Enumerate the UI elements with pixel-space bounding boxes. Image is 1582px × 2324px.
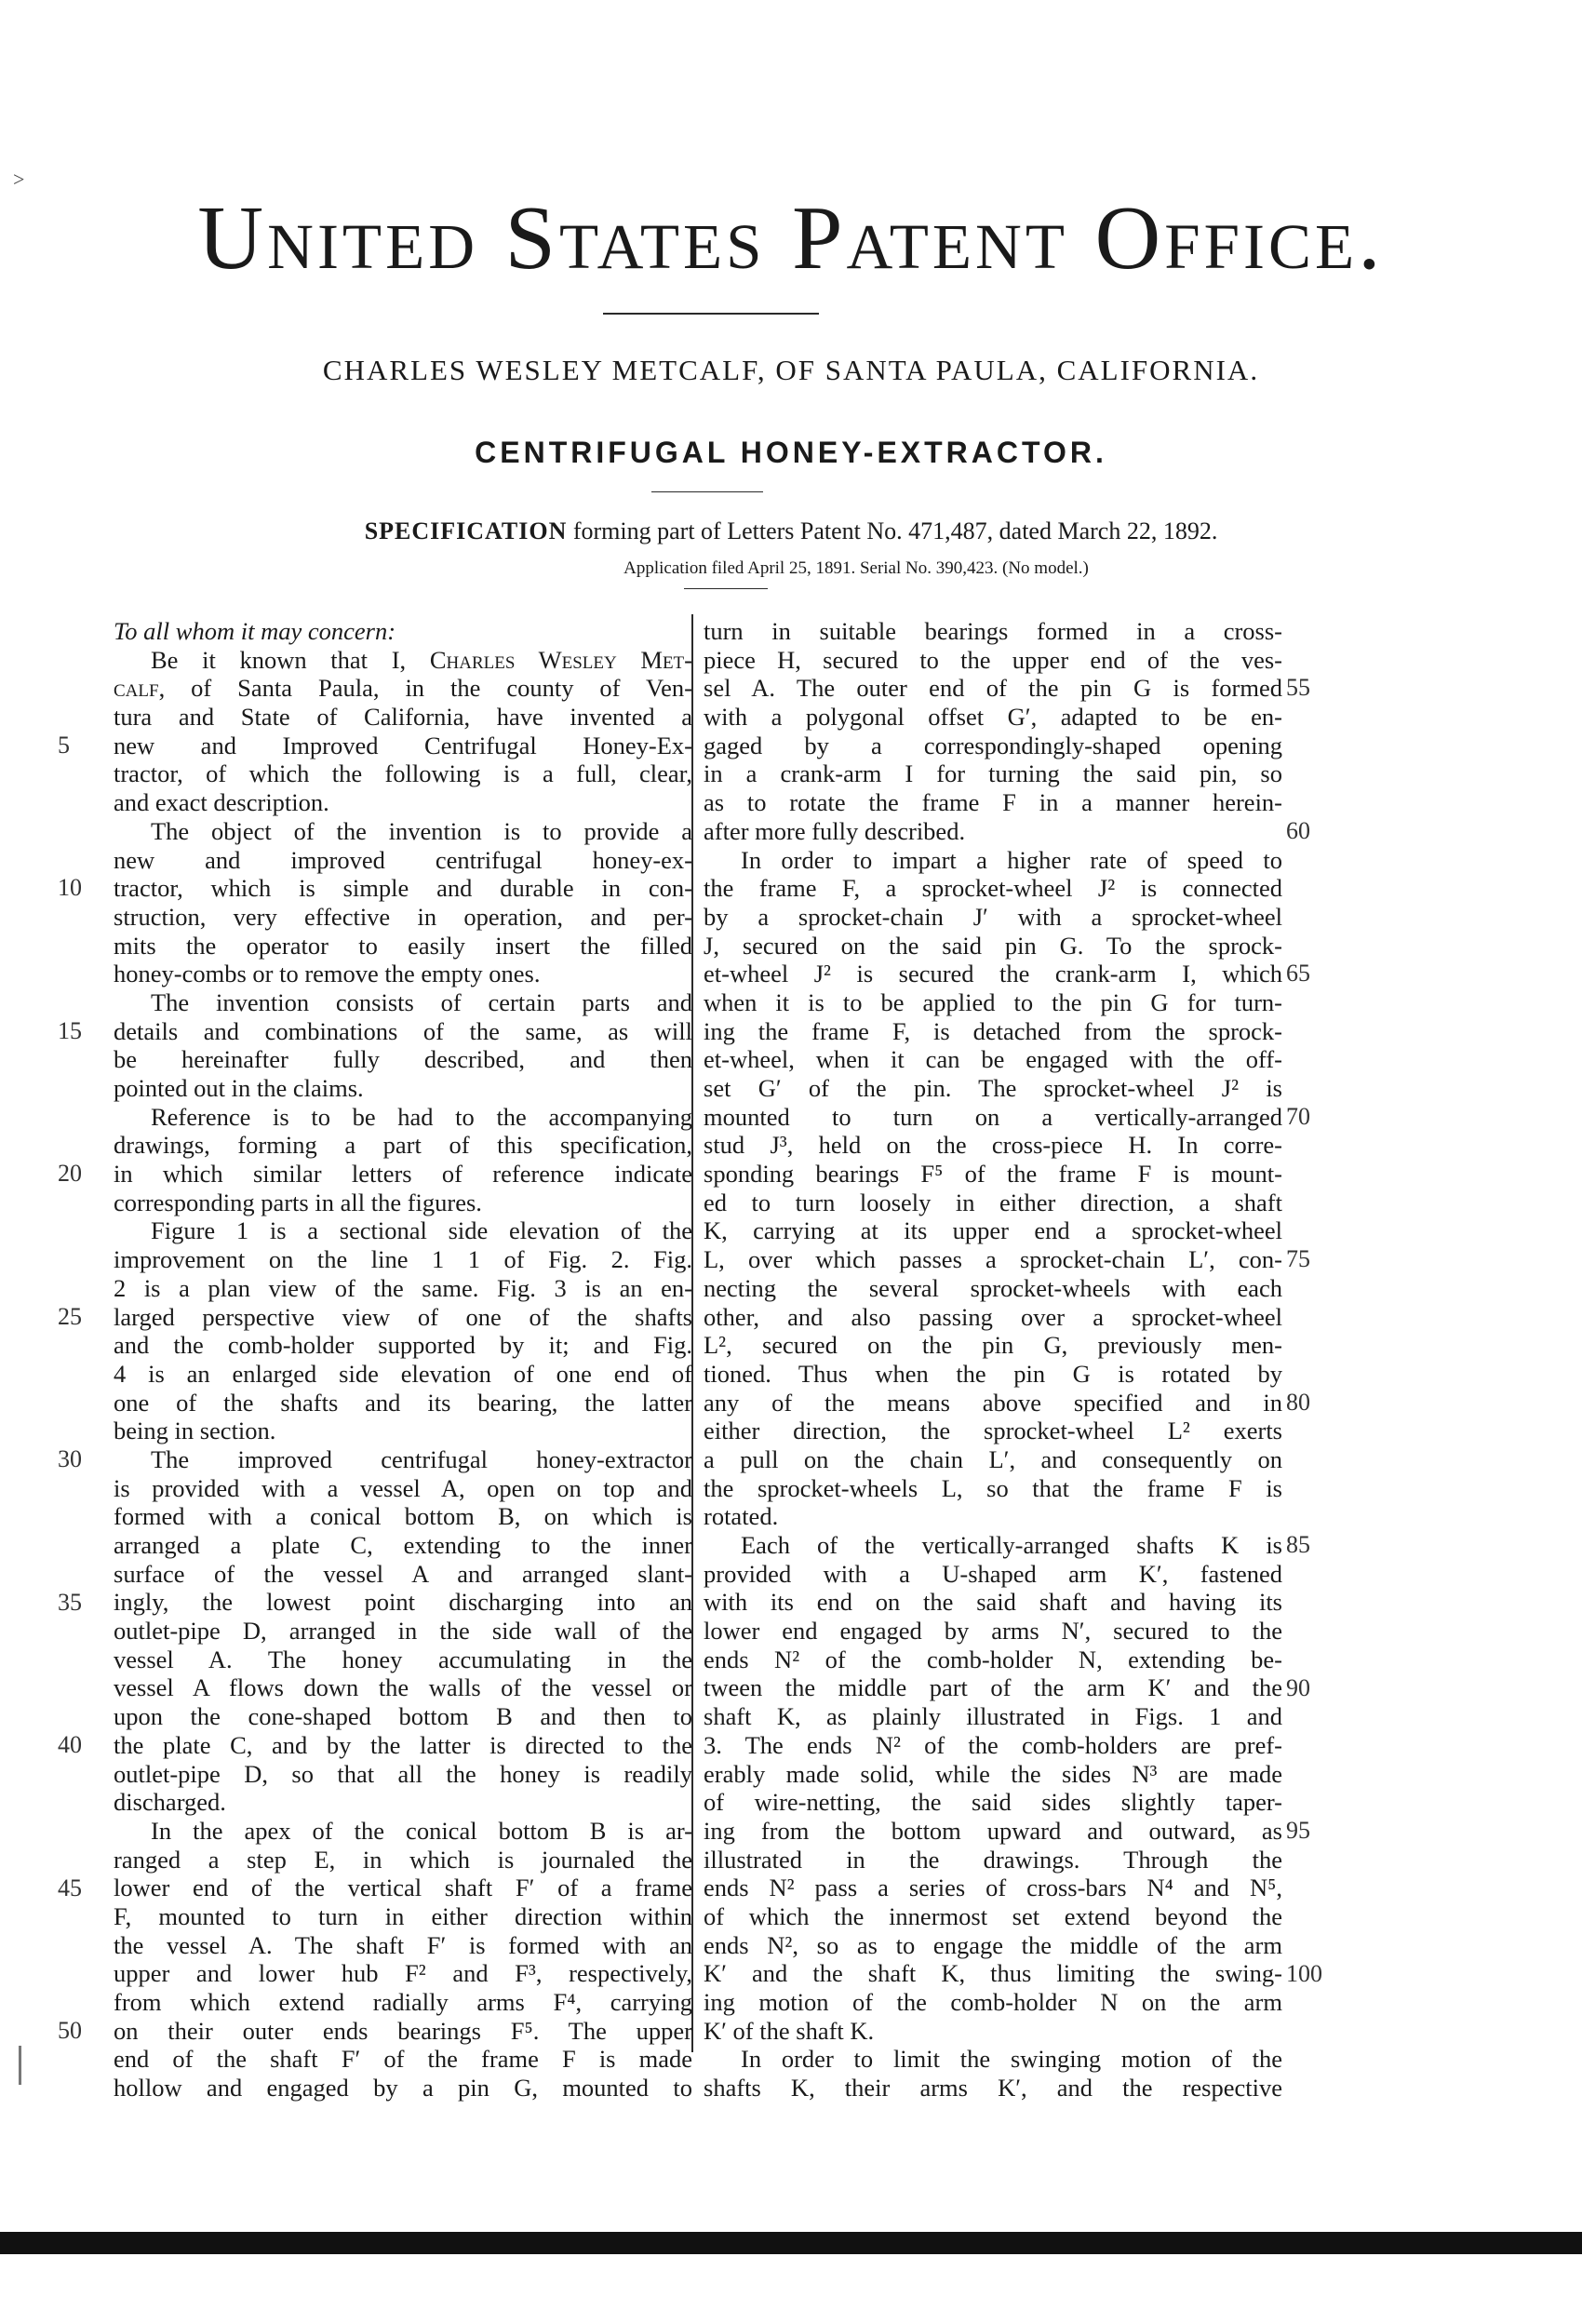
line-number: 5: [58, 731, 70, 759]
text-line: Each of the vertically-arranged shafts K is: [741, 1531, 1282, 1559]
text-line: as to rotate the frame F in a manner herein-: [704, 788, 1282, 817]
text-line: et-wheel, when it can be engaged with the off-: [704, 1045, 1282, 1074]
text-line: the vessel A. The shaft F′ is formed with an: [114, 1930, 692, 1959]
text-line: 2 is a plan view of the same. Fig. 3 is an en-: [114, 1273, 692, 1302]
text-line: calf, of Santa Paula, in the county of Ven-: [114, 674, 692, 703]
text-line: a pull on the chain L′, and consequently on: [704, 1444, 1282, 1473]
text-line: hollow and engaged by a pin G, mounted to: [114, 2074, 692, 2102]
text-line: sel A. The outer end of the pin G is formed: [704, 674, 1282, 703]
line-number: 95: [1286, 1817, 1310, 1845]
text-line: new and Improved Centrifugal Honey-Ex-: [114, 731, 692, 759]
text-line: in which similar letters of reference indicate: [114, 1160, 692, 1189]
text-line: tractor, which is simple and durable in con-: [114, 874, 692, 903]
text-line: of which the innermost set extend beyond the: [704, 1901, 1282, 1930]
inventor-line: CHARLES WESLEY METCALF, OF SANTA PAULA, CALIFORNIA.: [322, 354, 1260, 386]
text-line: illustrated in the drawings. Through the: [704, 1845, 1282, 1874]
text-line: gaged by a correspondingly-shaped opening: [704, 731, 1282, 759]
text-line: sponding bearings F⁵ of the frame F is mount-: [704, 1160, 1282, 1189]
text-line: by a sprocket-chain J′ with a sprocket-wheel: [704, 902, 1282, 931]
text-line: from which extend radially arms F⁴, carrying: [114, 1988, 692, 2016]
invention-title: CENTRIFUGAL HONEY-EXTRACTOR.: [475, 436, 1107, 469]
text-line: mounted to turn on a vertically-arranged: [704, 1102, 1282, 1131]
text-line: ends N², so as to engage the middle of the arm: [704, 1930, 1282, 1959]
text-line: F, mounted to turn in either direction within: [114, 1901, 692, 1930]
margin-mark: ˃: [13, 168, 25, 191]
text-line: shaft K, as plainly illustrated in Figs. 1 and: [704, 1702, 1282, 1731]
text-line: in a crank-arm I for turning the said pin, so: [704, 759, 1282, 788]
text-line: ingly, the lowest point discharging into an: [114, 1588, 692, 1617]
text-line: lower end of the vertical shaft F′ of a frame: [114, 1874, 692, 1902]
text-line: new and improved centrifugal honey-ex-: [114, 845, 692, 874]
margin-mark: [19, 2046, 21, 2085]
line-number: 25: [58, 1302, 82, 1330]
text-line: The improved centrifugal honey-extractor: [151, 1444, 692, 1473]
text-line: any of the means above specified and in: [704, 1388, 1282, 1417]
text-line: ing the frame F, is detached from the sprock-: [704, 1016, 1282, 1045]
text-line: tura and State of California, have invented a: [114, 703, 692, 732]
text-line: Figure 1 is a sectional side elevation of the: [151, 1216, 692, 1245]
text-line: ends N² pass a series of cross-bars N⁴ and N⁵,: [704, 1874, 1282, 1902]
line-number: 30: [58, 1445, 82, 1473]
text-line: when it is to be applied to the pin G for turn-: [704, 987, 1282, 1016]
text-line: et-wheel J² is secured the crank-arm I, which: [704, 960, 1282, 988]
text-line: upper and lower hub F² and F³, respectively,: [114, 1959, 692, 1988]
text-line: ranged a step E, in which is journaled the: [114, 1845, 692, 1874]
office-heading: United States Patent Office.: [197, 188, 1385, 289]
text-line: surface of the vessel A and arranged slant-: [114, 1559, 692, 1588]
text-line: larged perspective view of one of the shafts: [114, 1302, 692, 1331]
text-line: formed with a conical bottom B, on which is: [114, 1502, 692, 1531]
text-line: one of the shafts and its bearing, the latter: [114, 1388, 692, 1417]
text-line: lower end engaged by arms N′, secured to the: [704, 1617, 1282, 1646]
line-number: 10: [58, 874, 82, 902]
text-line: of wire-netting, the said sides slightly taper-: [704, 1788, 1282, 1817]
line-number: 35: [58, 1588, 82, 1616]
text-line: stud J³, held on the cross-piece H. In corre-: [704, 1131, 1282, 1160]
text-line: tween the middle part of the arm K′ and the: [704, 1673, 1282, 1702]
text-line: outlet-pipe D, so that all the honey is readily: [114, 1759, 692, 1788]
text-line: tractor, of which the following is a full, clear,: [114, 759, 692, 788]
text-line: outlet-pipe D, arranged in the side wall of the: [114, 1617, 692, 1646]
text-line: Be it known that I, Charles Wesley Met-: [151, 645, 692, 674]
text-line: 4 is an enlarged side elevation of one end of: [114, 1359, 692, 1388]
text-line: erably made solid, while the sides N³ are made: [704, 1759, 1282, 1788]
application-line: Application filed April 25, 1891. Serial No. 390,423. (No model.): [623, 558, 1089, 578]
text-line: tioned. Thus when the pin G is rotated by: [704, 1359, 1282, 1388]
text-line: is provided with a vessel A, open on top and: [114, 1473, 692, 1502]
text-line: the plate C, and by the latter is directed to the: [114, 1730, 692, 1759]
text-line: rotated.: [704, 1502, 779, 1531]
text-line: L², secured on the pin G, previously men-: [704, 1331, 1282, 1360]
text-line: end of the shaft F′ of the frame F is made: [114, 2045, 692, 2074]
line-number: 70: [1286, 1102, 1310, 1130]
line-number: 45: [58, 1874, 82, 1901]
text-line: set G′ of the pin. The sprocket-wheel J² is: [704, 1074, 1282, 1102]
text-line: drawings, forming a part of this specification,: [114, 1131, 692, 1160]
text-line: vessel A flows down the walls of the vessel or: [114, 1673, 692, 1702]
text-line: struction, very effective in operation, and per-: [114, 902, 692, 931]
subtitle-rule: [651, 491, 763, 492]
text-line: and exact description.: [114, 788, 329, 817]
line-number: 80: [1286, 1388, 1310, 1416]
text-line: The invention consists of certain parts and: [151, 987, 692, 1016]
text-line: discharged.: [114, 1788, 226, 1817]
line-number: 75: [1286, 1245, 1310, 1273]
text-line: upon the cone-shaped bottom B and then to: [114, 1702, 692, 1731]
text-line: In order to limit the swinging motion of the: [741, 2045, 1282, 2074]
text-line: details and combinations of the same, as will: [114, 1016, 692, 1045]
text-line: piece H, secured to the upper end of the ves-: [704, 645, 1282, 674]
text-line: with its end on the said shaft and having its: [704, 1588, 1282, 1617]
text-line: 3. The ends N² of the comb-holders are pref-: [704, 1730, 1282, 1759]
line-number: 40: [58, 1731, 82, 1759]
text-line: vessel A. The honey accumulating in the: [114, 1645, 692, 1673]
text-line: shafts K, their arms K′, and the respective: [704, 2074, 1282, 2102]
text-line: being in section.: [114, 1417, 276, 1445]
specification-text: forming part of Letters Patent No. 471,487, dated March 22, 1892.: [567, 517, 1218, 544]
line-number: 60: [1286, 816, 1310, 844]
text-line: In order to impart a higher rate of speed to: [741, 845, 1282, 874]
text-line: To all whom it may concern:: [114, 617, 396, 645]
bottom-border-bar: [0, 2232, 1582, 2254]
text-line: be hereinafter fully described, and then: [114, 1045, 692, 1074]
line-number: 20: [58, 1160, 82, 1188]
header-rule: [684, 588, 768, 589]
text-line: either direction, the sprocket-wheel L² exerts: [704, 1417, 1282, 1445]
text-line: K′ and the shaft K, thus limiting the swing-: [704, 1959, 1282, 1988]
text-line: The object of the invention is to provide a: [151, 816, 692, 845]
line-number: 100: [1286, 1959, 1322, 1987]
text-line: provided with a U-shaped arm K′, fastened: [704, 1559, 1282, 1588]
text-line: turn in suitable bearings formed in a cross-: [704, 617, 1282, 645]
left-column: [114, 617, 692, 2102]
line-number: 55: [1286, 674, 1310, 702]
text-line: the frame F, a sprocket-wheel J² is connected: [704, 874, 1282, 903]
text-line: ing motion of the comb-holder N on the arm: [704, 1988, 1282, 2016]
specification-label: SPECIFICATION: [364, 517, 568, 544]
text-line: ed to turn loosely in either direction, a shaft: [704, 1188, 1282, 1216]
text-line: L, over which passes a sprocket-chain L′, con-: [704, 1245, 1282, 1274]
line-number: 50: [58, 2017, 82, 2045]
text-line: honey-combs or to remove the empty ones.: [114, 960, 541, 988]
specification-line: [0, 517, 1582, 545]
text-line: with a polygonal offset G′, adapted to be en-: [704, 703, 1282, 732]
text-line: In the apex of the conical bottom B is ar-: [151, 1816, 692, 1845]
title-rule: [603, 313, 819, 315]
text-line: K′ of the shaft K.: [704, 2016, 875, 2045]
right-column: [704, 617, 1282, 2102]
text-line: improvement on the line 1 1 of Fig. 2. Fig.: [114, 1245, 692, 1274]
text-line: J, secured on the said pin G. To the sprock-: [704, 931, 1282, 960]
text-line: on their outer ends bearings F⁵. The upper: [114, 2016, 692, 2045]
text-line: pointed out in the claims.: [114, 1074, 364, 1102]
text-line: and the comb-holder supported by it; and Fig.: [114, 1331, 692, 1360]
text-line: necting the several sprocket-wheels with each: [704, 1273, 1282, 1302]
line-number: 90: [1286, 1673, 1310, 1701]
text-line: K, carrying at its upper end a sprocket-wheel: [704, 1216, 1282, 1245]
text-line: ends N² of the comb-holder N, extending be-: [704, 1645, 1282, 1673]
line-number: 65: [1286, 960, 1310, 987]
text-line: mits the operator to easily insert the filled: [114, 931, 692, 960]
text-line: arranged a plate C, extending to the inner: [114, 1531, 692, 1559]
text-line: after more fully described.: [704, 816, 966, 845]
line-number: 85: [1286, 1531, 1310, 1559]
text-line: ing from the bottom upward and outward, as: [704, 1816, 1282, 1845]
text-line: the sprocket-wheels L, so that the frame F is: [704, 1473, 1282, 1502]
line-number: 15: [58, 1016, 82, 1044]
text-line: Reference is to be had to the accompanying: [151, 1102, 692, 1131]
text-line: corresponding parts in all the figures.: [114, 1188, 482, 1216]
text-line: other, and also passing over a sprocket-wheel: [704, 1302, 1282, 1331]
